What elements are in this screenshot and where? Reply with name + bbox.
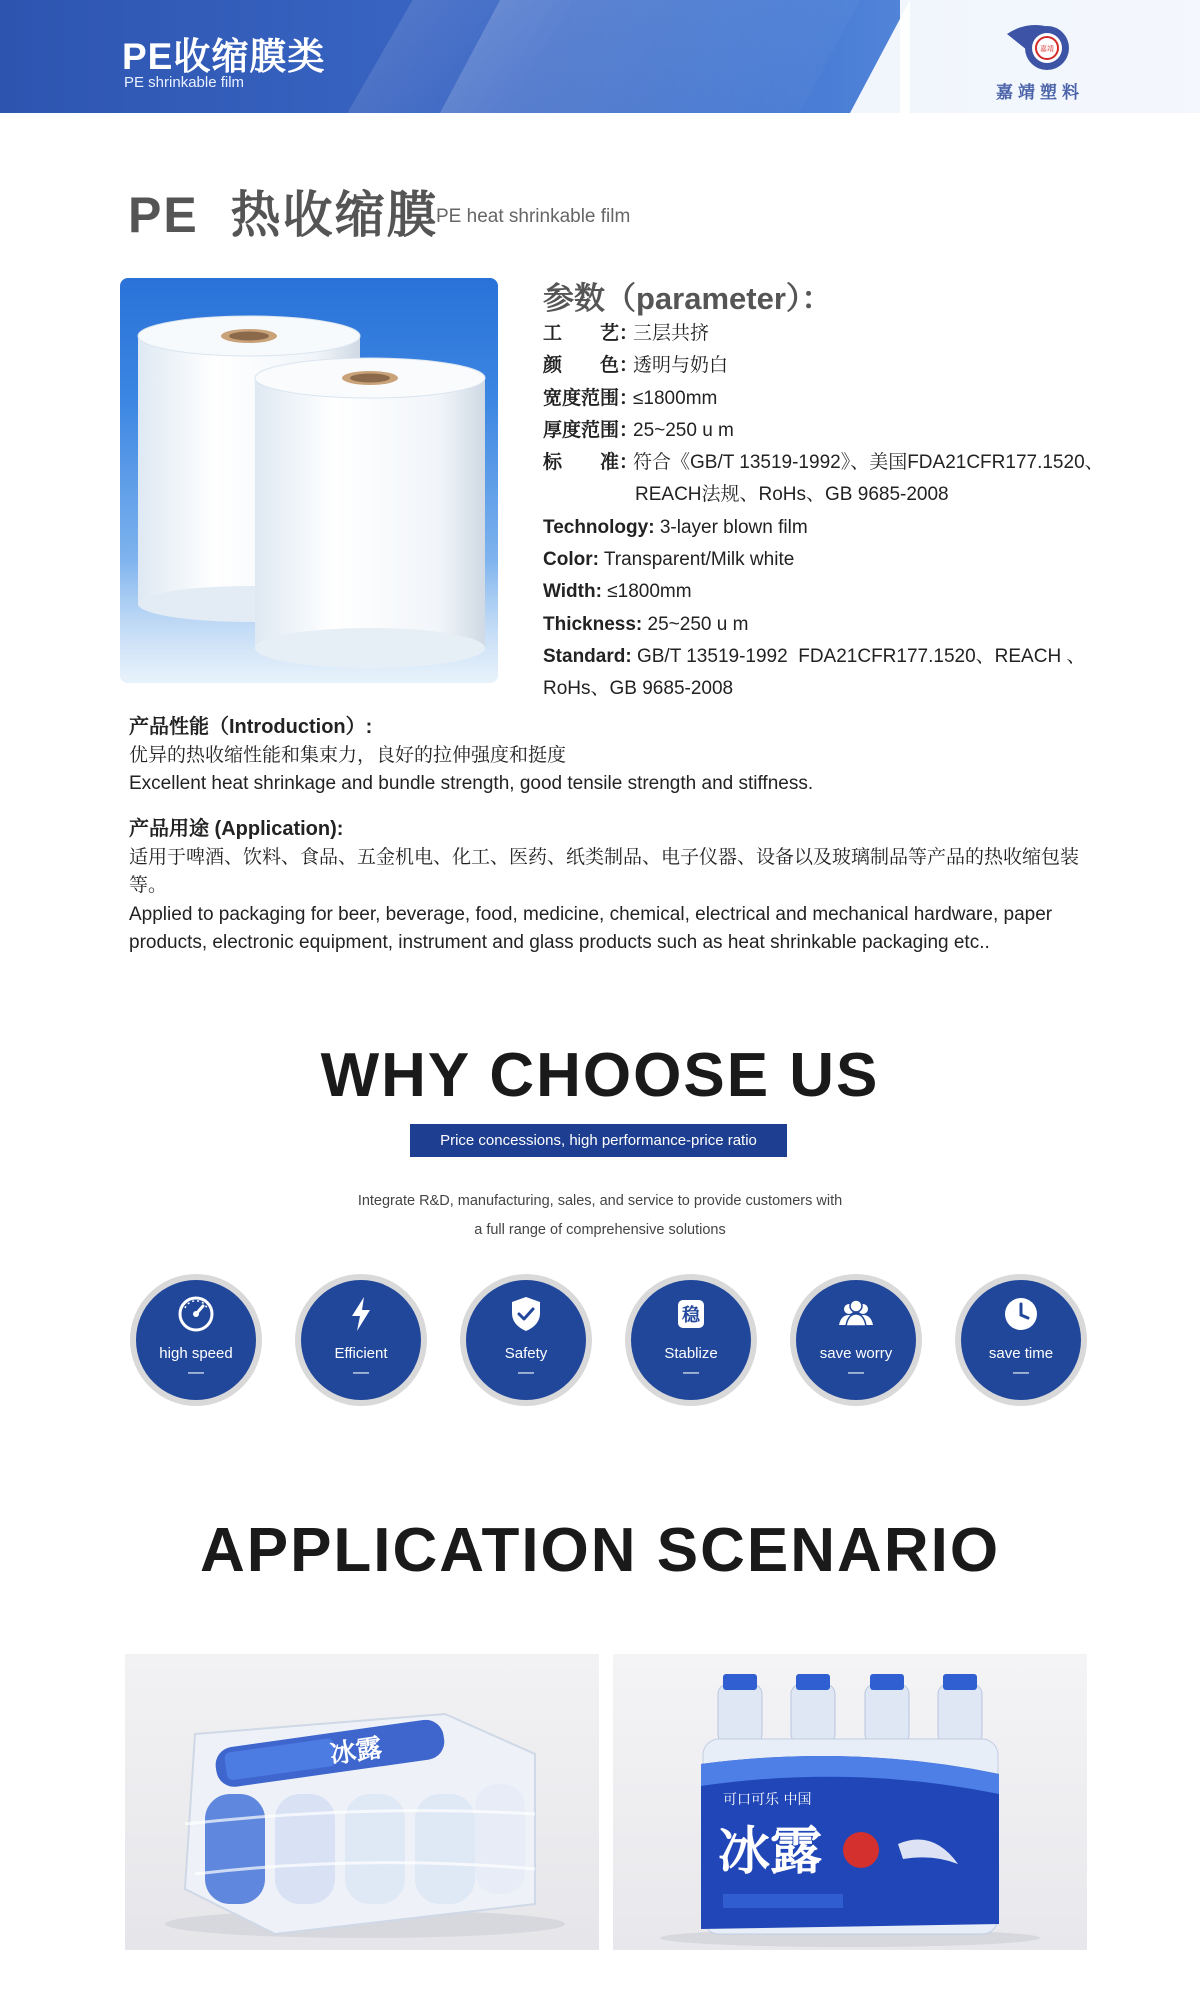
feature-label: Efficient <box>334 1345 388 1362</box>
param-label: Thickness: <box>543 613 643 635</box>
brand-large-text: 冰露 <box>718 1822 823 1882</box>
feature-efficient[interactable] <box>295 1274 427 1406</box>
feature-dash: — <box>518 1364 534 1381</box>
feature-dash: — <box>1013 1364 1029 1381</box>
why-description-line2: a full range of comprehensive solutions <box>474 1222 726 1238</box>
param-value: 3-layer blown film <box>654 516 808 538</box>
param-value: 符合《GB/T 13519-1992》、美国FDA21CFR177.1520、 <box>633 452 1104 474</box>
why-choose-us-title: WHY CHOOSE US <box>320 1041 880 1110</box>
feature-save-worry[interactable] <box>790 1274 922 1406</box>
feature-label: save time <box>988 1345 1054 1362</box>
param-value: 25~250 u m <box>633 419 734 441</box>
param-row-width-en <box>543 576 1133 608</box>
why-description <box>300 1187 900 1245</box>
param-value: 透明与奶白 <box>633 355 729 377</box>
param-value: ≤1800mm <box>633 387 718 409</box>
product-title-en: PE heat shrinkable film <box>436 206 631 227</box>
feature-high-speed[interactable] <box>130 1274 262 1406</box>
company-logo-icon[interactable] <box>1005 20 1075 75</box>
product-image <box>120 278 498 683</box>
param-row-thickness <box>543 415 1133 447</box>
param-value: GB/T 13519-1992 FDA21CFR177.1520、REACH 、 <box>631 645 1086 667</box>
logo-badge-text: 嘉靖 <box>1040 45 1054 53</box>
param-label: 厚度范围： <box>543 419 639 441</box>
param-value: RoHs、GB 9685-2008 <box>543 678 734 700</box>
header-banner <box>0 0 1200 113</box>
stable-badge-icon <box>671 1294 711 1334</box>
clock-icon <box>1001 1294 1041 1334</box>
application-scenario-title: APPLICATION SCENARIO <box>199 1516 1001 1585</box>
features-row <box>130 1274 1090 1410</box>
param-row-thickness-en <box>543 609 1133 641</box>
feature-label: save worry <box>819 1345 893 1362</box>
feature-save-time[interactable] <box>955 1274 1087 1406</box>
param-row-color <box>543 350 1133 382</box>
logo-text: 嘉靖塑料 <box>996 83 1084 102</box>
brand-small-text: 可口可乐 中国 <box>723 1792 812 1808</box>
feature-dash: — <box>848 1364 864 1381</box>
introduction-text-cn: 优异的热收缩性能和集束力，良好的拉伸强度和挺度 <box>129 744 567 766</box>
param-row-standard-cont <box>543 479 1133 511</box>
param-row-process <box>543 318 1133 350</box>
lightning-icon <box>341 1294 381 1334</box>
param-label: Standard: <box>543 645 632 667</box>
param-label: 颜 色： <box>543 355 639 377</box>
feature-label: high speed <box>159 1345 233 1362</box>
product-title-cn: PE 热收缩膜 <box>128 187 439 243</box>
users-icon <box>836 1294 876 1334</box>
banner-subtitle: PE shrinkable film <box>124 74 245 91</box>
parameters-heading: 参数（parameter）： <box>543 281 833 316</box>
feature-stablize[interactable] <box>625 1274 757 1406</box>
application-text-cn: 适用于啤酒、饮料、食品、五金机电、化工、医药、纸类制品、电子仪器、设备以及玻璃制品等产品的热收缩包装等。 <box>129 846 1080 896</box>
application-section <box>129 815 1099 958</box>
why-tag-banner: Price concessions, high performance-price ratio <box>410 1124 787 1157</box>
brand-text: 冰露 <box>328 1733 384 1771</box>
application-text-en-line1: Applied to packaging for beer, beverage, food, medicine, chemical, electrical and mechanical hardware, paper <box>129 903 1053 925</box>
banner-title: PE收缩膜类 <box>122 36 326 77</box>
introduction-heading: 产品性能（Introduction）: <box>129 716 373 738</box>
gauge-icon <box>176 1294 216 1334</box>
param-label: 宽度范围： <box>543 387 639 409</box>
feature-dash: — <box>683 1364 699 1381</box>
banner-decor-stripe <box>440 0 860 113</box>
param-label: Width: <box>543 581 602 603</box>
feature-label: Stablize <box>664 1345 718 1362</box>
feature-dash: — <box>353 1364 369 1381</box>
param-value: REACH法规、RoHs、GB 9685-2008 <box>635 484 949 506</box>
introduction-section <box>129 713 1099 799</box>
param-value: 25~250 u m <box>642 613 749 635</box>
param-label: 工 艺： <box>543 323 639 344</box>
param-label: Color: <box>543 549 599 571</box>
scenario-image-shrink-pack-side <box>125 1654 599 1950</box>
feature-label: Safety <box>504 1345 548 1362</box>
param-row-standard-en-cont <box>543 673 1133 705</box>
param-row-standard <box>543 447 1133 479</box>
param-row-width <box>543 383 1133 415</box>
application-heading: 产品用途 (Application): <box>129 818 344 840</box>
introduction-text-en: Excellent heat shrinkage and bundle strength, good tensile strength and stiffness. <box>129 773 814 794</box>
why-description-line1: Integrate R&D, manufacturing, sales, and service to provide customers with <box>357 1193 843 1209</box>
bottle-bundle-illustration <box>125 1654 599 1950</box>
bottle-pack-illustration <box>613 1654 1087 1950</box>
param-value: ≤1800mm <box>601 581 692 603</box>
param-row-standard-en <box>543 641 1133 673</box>
param-row-technology-en <box>543 512 1133 544</box>
param-value: 三层共挤 <box>633 323 710 344</box>
feature-dash: — <box>188 1364 204 1381</box>
parameters-list <box>543 318 1133 706</box>
scenario-image-shrink-pack-front <box>613 1654 1087 1950</box>
shield-check-icon <box>506 1294 546 1334</box>
param-label: Technology: <box>543 516 655 538</box>
film-rolls-illustration <box>120 278 498 683</box>
feature-safety[interactable] <box>460 1274 592 1406</box>
param-value: Transparent/Milk white <box>598 549 795 571</box>
application-text-en-line2: products, electronic equipment, instrument and glass products such as heat shrinkable packaging etc.. <box>129 932 990 953</box>
stable-badge-glyph: 稳 <box>682 1305 700 1326</box>
param-label: 标 准： <box>543 452 639 474</box>
param-row-color-en <box>543 544 1133 576</box>
